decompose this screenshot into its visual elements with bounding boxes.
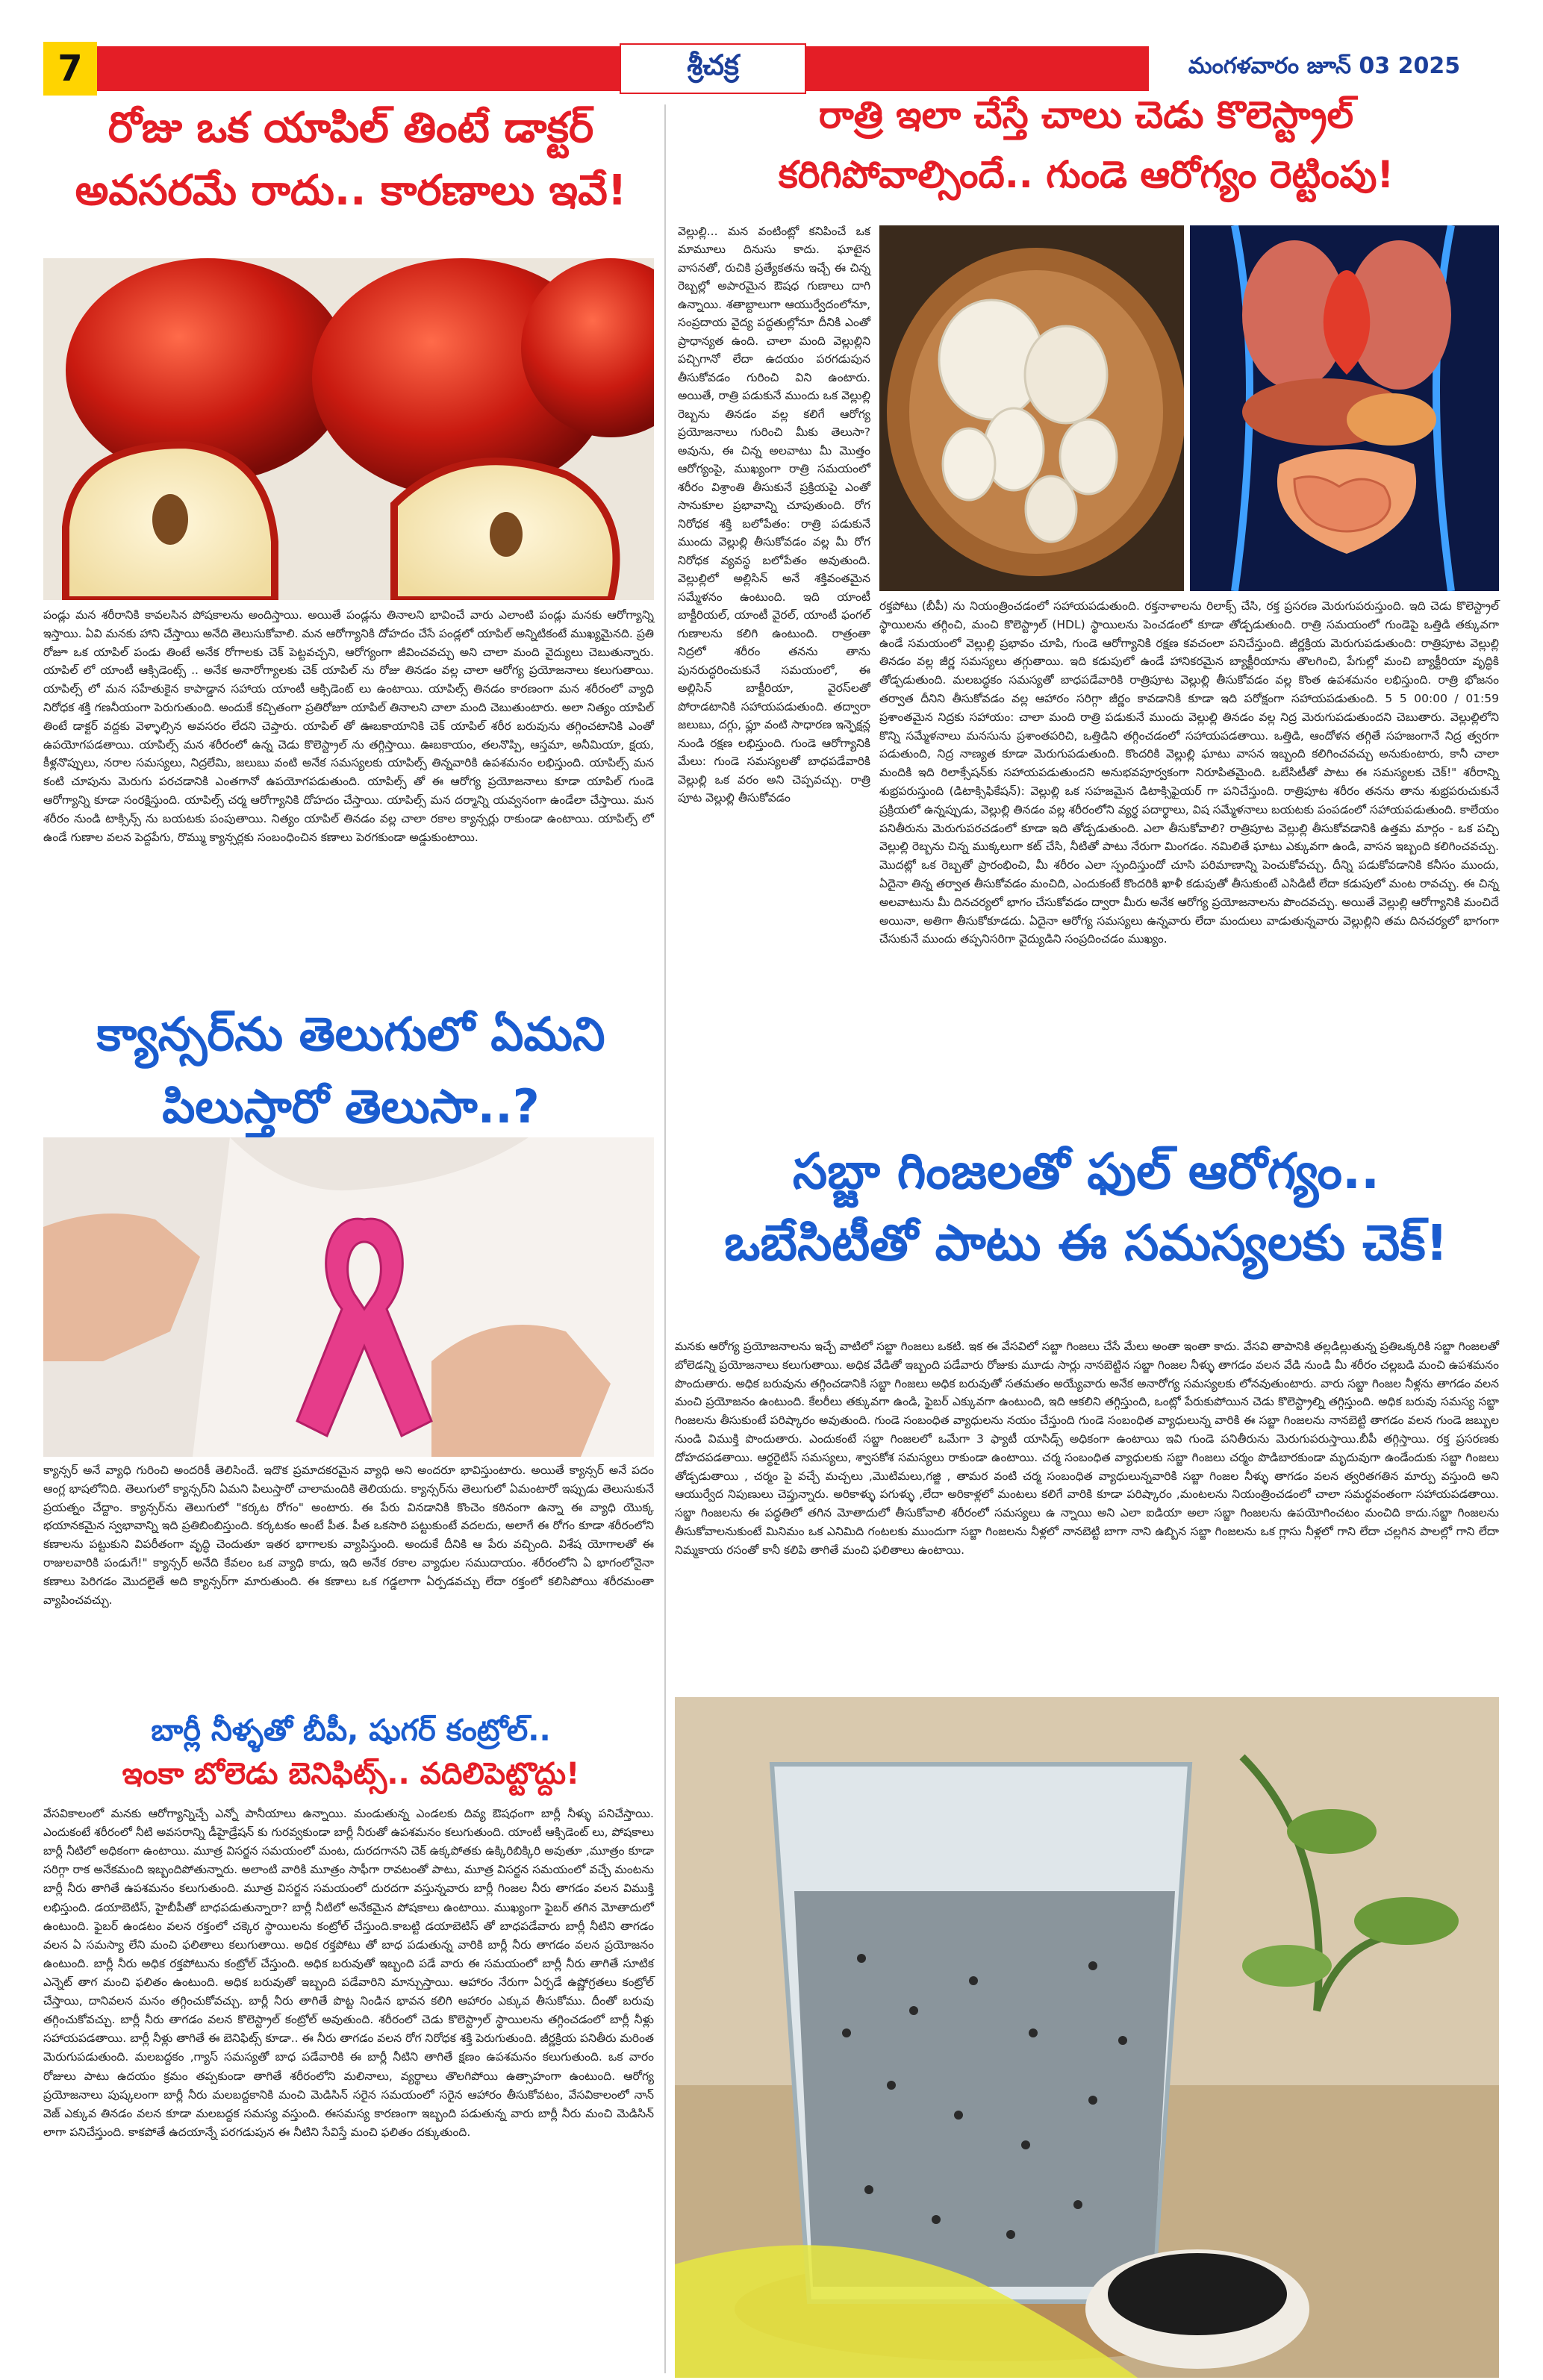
barley-headline-line2: ఇంకా బోలెడు బెనిఫిట్స్.. వదిలిపెట్టొద్దు! bbox=[122, 1757, 580, 1791]
garlic-body-col1: వెల్లుల్లి... మన వంటింట్లో కనిపించే ఒక మామూలు దినుసు కాదు. ఘాటైన వాసనతో, రుచికి ప్రత్యేకతను ఇచ్చే ఈ చిన్న రెబ్బల్లో అపారమైన ఔషధ గుణాలు దాగి ఉన్నాయి. శతాబ్దాలుగా ఆయుర్వేదంలోనూ, సంప్రదాయ వైద్య పద్ధతుల్లోనూ దీనికి ఎంతో ప్రాధాన్యత ఉంది. చాలా మంది వెల్లుల్లిని పచ్చిగానో లేదా ఉదయం పరగడుపున తీసుకోవడం గురించి విని ఉంటారు. అయితే, రాత్రి పడుకునే ముందు ఒక వెల్లుల్లి రెబ్బను తినడం వల్ల కలిగే ఆరోగ్య ప్రయోజనాలు గురించి మీకు తెలుసా? అవును, ఈ చిన్న అలవాటు మీ మొత్తం ఆరోగ్యంపై, ముఖ్యంగా రాత్రి సమయంలో శరీరం విశ్రాంతి తీసుకునే ప్రక్రియపై ఎంతో సానుకూల ప్రభావాన్ని చూపుతుంది. రోగ నిరోధక శక్తి బలోపేతం: రాత్రి పడుకునే ముందు వెల్లుల్లి తీసుకోవడం వల్ల మీ రోగ నిరోధక వ్యవస్థ బలోపేతం అవుతుంది. వెల్లుల్లిలో అల్లిసిన్ అనే శక్తివంతమైన సమ్మేళనం ఉంటుంది. ఇది యాంటీ బాక్టీరియల్, యాంటీ వైరల్, యాంటీ ఫంగల్ గుణాలను కలిగి ఉంటుంది. రాత్రంతా నిద్రలో శరీరం తనను తాను పునరుద్ధరించుకునే సమయంలో, ఈ అల్లిసిన్ బాక్టీరియా, వైరస్‌లతో పోరాడటానికి సహాయపడుతుంది. తద్వారా జలుబు, దగ్గు, ఫ్లూ వంటి సాధారణ ఇన్ఫెక్షన్ల నుండి రక్షణ లభిస్తుంది. గుండె ఆరోగ్యానికి మేలు: గుండె సమస్యలతో బాధపడేవారికి వెల్లుల్లి ఒక వరం అని చెప్పవచ్చు. రాత్రి పూట వెల్లుల్లి తీసుకోవడం bbox=[678, 225, 870, 805]
masthead-logo bbox=[620, 43, 806, 94]
cancer-headline bbox=[45, 1008, 657, 1134]
pink-ribbon-illustration bbox=[43, 1137, 654, 1457]
garlic-body-col2: రక్తపోటు (బీపీ) ను నియంత్రించడంలో సహాయపడుతుంది. రక్తనాళాలను రిలాక్స్ చేసి, రక్త ప్రసరణ మెరుగుపరుస్తుంది. ఇది చెడు కొలెస్ట్రాల్ స్థాయిలను తగ్గించి, మంచి కొలెస్ట్రాల్ (HDL) స్థాయిలను పెంచడంలో కూడా తోడ్పడుతుంది. రాత్రి సమయంలో గుండెపై ఒత్తిడి తక్కువగా ఉండే సమయంలో వెల్లుల్లి ప్రభావం చూపి, గుండె ఆరోగ్యానికి రక్షణ కవచంలా పనిచేస్తుంది. జీర్ణక్రియ మెరుగుపడుతుంది: రాత్రిపూట వెల్లుల్లి తినడం వల్ల జీర్ణ సమస్యలు తగ్గుతాయి. ఇది కడుపులో ఉండే హానికరమైన బ్యాక్టీరియాను తొలగించి, పేగుల్లో మంచి బ్యాక్టీరియా వృద్ధికి తోడ్పడుతుంది. మలబద్ధకం సమస్యతో బాధపడేవారికి రాత్రిపూట వెల్లుల్లి తీసుకోవడం వల్ల కొంత ఉపశమనం లభిస్తుంది. రాత్రి భోజనం తర్వాత దీనిని తీసుకోవడం వల్ల ఆహారం సరిగ్గా జీర్ణం కావడానికి కూడా ఇది పరోక్షంగా సహాయపడుతుంది. 5 5 00:00 / 01:59 ప్రశాంతమైన నిద్రకు సహాయం: చాలా మంది రాత్రి పడుకునే ముందు వెల్లుల్లి తినడం వల్ల నిద్ర మెరుగుపడుతుందని చెబుతారు. వెల్లుల్లిలోని కొన్ని సమ్మేళనాలు మనసును ప్రశాంతపరిచి, ఒత్తిడిని తగ్గించడంలో సహాయపడతాయి. ఒత్తిడి, ఆందోళన తగ్గితే సహజంగానే నిద్ర త్వరగా పడుతుంది, నిద్ర నాణ్యత కూడా మెరుగుపడుతుంది. కొందరికి వెల్లుల్లి ఘాటు వాసన ఇబ్బంది కలిగించవచ్చు అనుకుంటారు, కానీ చాలా మందికి ఇది రిలాక్సేషన్‌కు సహాయపడుతుందని అనుభవపూర్వకంగా నిరూపితమైంది. ఒబేసిటీతో పాటు ఈ సమస్యలకు చెక్!" శరీరాన్ని శుభ్రపరుస్తుంది (డిటాక్సిఫికేషన్): వెల్లుల్లి ఒక సహజమైన డిటాక్సిఫైయర్ గా పనిచేస్తుంది. రాత్రిపూట శరీరం తనను తాను శుభ్రపరుచుకునే ప్రక్రియలో ఉన్నప్పుడు, వెల్లుల్లి తినడం వల్ల శరీరంలోని వ్యర్థ పదార్థాలు, విష సమ్మేళనాలు బయటకు పంపడంలో సహాయపడుతుంది. కాలేయం పనితీరును మెరుగుపరచడంలో కూడా ఇది తోడ్పడుతుంది. ఎలా తీసుకోవాలి? రాత్రిపూట వెల్లుల్లి తీసుకోవడానికి ఉత్తమ మార్గం - ఒక పచ్చి వెల్లుల్లి రెబ్బను చిన్న ముక్కలుగా కట్ చేసి, నీటితో పాటు నేరుగా మింగడం. నమిలితే ఘాటు ఎక్కువగా ఉండి, వాసన ఇబ్బంది కలిగించవచ్చు. మొదట్లో ఒక రెబ్బతో ప్రారంభించి, మీ శరీరం ఎలా స్పందిస్తుందో చూసి పరిమాణాన్ని పెంచుకోవచ్చు. దీన్ని పడుకోవడానికి కనీసం ముందు, ఏదైనా తిన్న తర్వాత తీసుకోవడం మంచిది, ఎందుకంటే కొందరికి ఖాళీ కడుపుతో తీసుకుంటే ఎసిడిటీ లేదా కడుపులో మంట రావచ్చు. ఈ చిన్న అలవాటును మీ దినచర్యలో భాగం చేసుకోవడం ద్వారా మీరు అనేక ఆరోగ్య ప్రయోజనాలను పొందవచ్చు. అయితే వెల్లుల్లి ఆరోగ్యానికి మంచిదే అయినా, అతిగా తీసుకోకూడదు. ఏదైనా ఆరోగ్య సమస్యలు ఉన్నవారు లేదా మందులు వాడుతున్నవారు వెల్లుల్లిని తమ దినచర్యలో భాగంగా చేసుకునే ముందు తప్పనిసరిగా వైద్యుడిని సంప్రదించడం ముఖ్యం. bbox=[879, 599, 1499, 946]
cancer-headline-line2: పిలుస్తారో తెలుసా..? bbox=[162, 1079, 540, 1134]
apple-photo bbox=[43, 258, 654, 600]
dateline: మంగళవారం జూన్ 03 2025 bbox=[1149, 45, 1500, 93]
page-number: 7 bbox=[43, 42, 97, 96]
garlic-illustration bbox=[879, 225, 1184, 591]
apple-headline-line2: అవసరమే రాదు.. కారణాలు ఇవే! bbox=[75, 166, 627, 216]
barley-body: వేసవికాలంలో మనకు ఆరోగ్యాన్నిచ్చే ఎన్నో పానీయాలు ఉన్నాయి. మండుతున్న ఎండలకు దివ్య ఔషధంగా బార్లీ నీళ్ళు పనిచేస్తాయి. ఎందుకంటే శరీరంలో నీటి అవసరాన్ని డీహైడ్రేషన్ కు గురవ్వకుండా బార్లీ నీరుతో ఉపశమనం కలుగుతుంది. యాంటీ ఆక్సిడెంట్ లు, పోషకాలు బార్లీ నీటిలో అధికంగా ఉంటాయి. మూత్ర విసర్జన సమయంలో మంట, దురదగానని చెక్ ఉక్కపోతకు ఉక్కిరిబిక్కిరి అవుతూ ,మూత్రం కూడా సరిగ్గా రాక అనేకమంది ఇబ్బందిపోతున్నారు. అలాంటి వారికి మూత్రం సాఫీగా రావటంతో పాటు, మూత్ర విసర్జన సమయంలో వచ్చే మంటను బార్లీ నీరు తాగితే ఉపశమనం కలుగుతుంది. మూత్ర విసర్జన సమయంలో దురదగా వస్తున్నవారు బార్లీ గింజల నీరు తాగడం వలన విముక్తి లభిస్తుంది. డయాబెటిస్, హైబీపీతో బాధపడుతున్నారా? బార్లీ నీటిలో అనేకమైన పోషకాలు ఉంటాయి. ముఖ్యంగా ఫైబర్ తగిన మోతాదులో ఉంటుంది. ఫైబర్ ఉండటం వలన రక్తంలో చక్కెర స్థాయిలను కంట్రోల్ చేస్తుంది.కాబట్టి డయాబెటిస్ తో బాధపడేవారు బార్లీ నీటిని తాగడం వలన ఏ సమస్యా లేని మంచి ఫలితాలు కలుగుతాయి. అధిక రక్తపోటు తో బాధ పడుతున్న వారికి బార్లీ నీరు తాగడం వలన ప్రయోజనం ఉంటుంది. బార్లీ నీరు అధిక రక్తపోటును కంట్రోల్ చేస్తుంది. అధిక బరువుతో ఇబ్బంది పడే వారు ఈ సమయంలో బార్లీ నీరు తాగితే సూటిక ఎన్నెట్ తాగ మంచి ఫలితం ఉంటుంది. అధిక బరువుతో ఇబ్బంది పడేవారిని మాన్చుస్తాయి. ఆహారం నేరుగా ఏర్పడే ఉష్ణోగ్రతలు కంట్రోల్ చేస్తాయి, దానివలన మనం తగ్గించుకోవచ్చు. బార్లీ నీరు తాగితే పొట్ట నిండిన భావన కలిగి ఆహారం ఎక్కువ తీసుకోము. దీంతో బరువు తగ్గించుకోవచ్చు. బార్లీ నీరు తాగడం వలన కొలెస్ట్రాల్ కంట్రోల్ అవుతుంది. శరీరంలో చెడు కొలెస్ట్రాల్ స్థాయిలను తగ్గించడంలో బార్లీ నీళ్లు సహాయపడతాయి. బార్లీ నీళ్లు తాగితే ఈ బెనిఫిట్స్ కూడా.. ఈ నీరు తాగడం వలన రోగ నిరోధక శక్తి పెరుగుతుంది. జీర్ణక్రియ పనితీరు మరింత మెరుగుపడుతుంది. మలబద్దకం ,గ్యాస్ సమస్యతో బాధ పడేవారికి ఈ బార్లీ నీటిని తాగితే క్షణం ఉపశమనం కలుగుతుంది. ఒక వారం రోజులు పాటు ఉదయం క్రమం తప్పకుండా తాగితే శరీరంలోని మలినాలు, వ్యర్థాలు తొలగిపోయి ఉత్సాహంగా ఉంటుంది. ఆరోగ్య ప్రయోజనాలు పుష్కలంగా బార్లీ నీరు మలబద్దకానికి మంచి మెడిసిన్ సరైన సమయంలో సరైన ఆహారం తీసుకోవటం, వేసవికాలంలో నాన్ వెజ్ ఎక్కువ తినడం వలన కూడా మలబద్దక సమస్య వస్తుంది. ఈసమస్య కారణంగా ఇబ్బంది పడుతున్న వారు బార్లీ నీరు మంచి మెడిసిన్ లాగా పనిచేస్తుంది. కాకపోతే ఉదయాన్నే పరగడుపున ఈ నీటిని సేవిస్తే మంచి ఫలితం దక్కుతుంది. bbox=[43, 1807, 654, 2139]
cancer-headline-line1: క్యాన్సర్‌ను తెలుగులో ఏమని bbox=[96, 1007, 605, 1061]
sabja-headline-line1: సబ్జా గింజలతో ఫుల్ ఆరోగ్యం.. bbox=[792, 1143, 1380, 1200]
apple-body: పండ్లు మన శరీరానికి కావలసిన పోషకాలను అందిస్తాయి. అయితే పండ్లను తినాలని భావించే వారు ఎలాంటి పండ్లు మనకు ఆరోగ్యాన్ని ఇస్తాయి. ఏవి మనకు హాని చేస్తాయి అనేది తెలుసుకోవాలి. మన ఆరోగ్యానికి దోహదం చేసే పండ్లలో యాపిల్ అన్నిటికంటే ముఖ్యమైనది. ప్రతి రోజూ ఒక యాపిల్ పండు తింటే అనేక రోగాలకు చెక్ పెట్టవచ్చని, ఆరోగ్యంగా జీవించవచ్చు అని చాలా మంది వైద్యులు చెబుతున్నారు. యాపిల్ లో యాంటీ ఆక్సిడెంట్స్ .. అనేక అనారోగ్యాలకు చెక్ యాపిల్ ను రోజు తినడం వల్ల చాలా ఆరోగ్య ప్రయోజనాలు కలుగుతాయి. యాపిల్స్ లో మన సహేతుకైన కాపాడ్డాన సహాయ యాంటీ ఆక్సిడెంట్ లు ఉంటాయి. యాపిల్స్ తినడం కారణంగా మన శరీరంలో వ్యాధి నిరోధక శక్తి గణనీయంగా పెరుగుతుంది. అందుకే కచ్చితంగా ప్రతిరోజూ యాపిల్ తినాలని చాలా మంది చెబుతుంటారు. అలా నిత్యం యాపిల్ తింటే డాక్టర్ వద్దకు వెళ్ళాల్సిన అవసరం లేదని చెప్తారు. యాపిల్ తో ఊబకాయానికి చెక్ యాపిల్ శరీర బరువును తగ్గించటానికి ఎంతో ఉపయోగపడతాయి. యాపిల్స్ మన శరీరంలో ఉన్న చెడు కొలెస్ట్రాల్ ను తగ్గిస్తాయి. ఊబకాయం, తలనొప్పి, ఆస్తమా, అనీమియా, క్షయ, కీళ్లనొప్పులు, నరాల సమస్యలు, నిద్రలేమి, జలుబు వంటి అనేక సమస్యలకు యాపిల్స్ తిన్నవారికి ఉపశమనం లభిస్తుంది. యాపిల్స్ మన కంటి చూపును మెరుగు పరచడానికి ఎంతగానో ఉపయోగపడుతుంది. యాపిల్స్ తో ఈ ఆరోగ్య ప్రయోజనాలు కూడా యాపిల్ గుండె ఆరోగ్యాన్ని కూడా సంరక్షిస్తుంది. యాపిల్స్ చర్మ ఆరోగ్యానికి దోహదం చేస్తాయి. యాపిల్స్ మన దర్మాన్ని యవ్వనంగా ఉండేలా చేస్తాయి. మన శరీరం నుండి టాక్సిన్స్ ను బయటకు పంపుతాయి. నిత్యం యాపిల్ తినడం వల్ల చాలా రకాల క్యాన్సర్లు రాకుండా ఉంటాయి. యాపిల్స్ లో ఉండే గుణాల వలన పెద్దపేగు, రొమ్ము క్యాన్సర్లకు సంబంధించిన కణాలు పెరగకుండా అడ్డుకుంటాయి. bbox=[43, 608, 654, 844]
masthead-text: శ్రీచక్ర bbox=[687, 49, 739, 81]
column-divider bbox=[664, 104, 666, 2373]
apple-headline-line1: రోజు ఒక యాపిల్ తింటే డాక్టర్ bbox=[107, 104, 594, 152]
anatomy-photo bbox=[1190, 225, 1499, 591]
apple-illustration bbox=[43, 258, 654, 600]
garlic-headline bbox=[672, 94, 1500, 196]
sabja-photo bbox=[675, 1697, 1499, 2378]
sabja-headline bbox=[672, 1143, 1500, 1272]
organs-illustration bbox=[1190, 225, 1499, 591]
barley-headline bbox=[45, 1714, 657, 1791]
sabja-glass-illustration bbox=[675, 1697, 1499, 2378]
garlic-headline-line2: కరిగిపోవాల్సిందే.. గుండె ఆరోగ్యం రెట్టింపు! bbox=[778, 152, 1394, 196]
cancer-body: క్యాన్సర్ అనే వ్యాధి గురించి అందరికీ తెలిసిందే. ఇదొక ప్రమాదకరమైన వ్యాధి అని అందరూ భావిస్తుంటారు. అయితే క్యాన్సర్ అనే పదం ఆంగ్ల భాషలోనిది. తెలుగులో క్యాన్సర్‌ని ఏమని పిలుస్తారో చాలామందికి తెలియదు. క్యాన్సర్‌ను తెలుగులో ఏమంటారో ఇప్పుడు తెలుసుకునే ప్రయత్నం చేద్దాం. క్యాన్సర్‌ను తెలుగులో "కర్కట రోగం" అంటారు. ఈ పేరు వినడానికి కొంచెం కఠినంగా ఉన్నా ఈ వ్యాధి యొక్క భయానకమైన స్వభావాన్ని ఇది ప్రతిబింబిస్తుంది. కర్కటకం అంటే పీత. పీత ఒకసారి పట్టుకుంటే వదలదు, అలాగే ఈ రోగం కూడా శరీరంలోని కణాలను పట్టుకుని విపరీతంగా వృద్ధి చెందుతూ ఇతర భాగాలకు వ్యాపిస్తుంది. అందుకే దీనికి ఆ పేరు వచ్చింది. విశేష యోగాలతో ఈ రాజులవారికి పండుగే!" క్యాన్సర్ అనేది కేవలం ఒక వ్యాధి కాదు, ఇది అనేక రకాల వ్యాధుల సముదాయం. శరీరంలోని ఏ భాగంలోనైనా కణాలు పెరిగడం మొదలైతే అది క్యాన్సర్‌గా మారుతుంది. ఈ కణాలు ఒక గడ్డలాగా ఏర్పడవచ్చు లేదా రక్తంలో కలిసిపోయి శరీరమంతా వ్యాపించవచ్చు. bbox=[43, 1464, 654, 1607]
sabja-body: మనకు ఆరోగ్య ప్రయోజనాలను ఇచ్చే వాటిలో సబ్జా గింజలు ఒకటి. ఇక ఈ వేసవిలో సబ్జా గింజలు చేసే మేలు అంతా ఇంతా కాదు. వేసవి తాపానికి తల్లడిల్లుతున్న ప్రతిఒక్కరికి సబ్జా గింజలతో బోలెడన్ని ప్రయోజనాలు కలుగుతాయి. అధిక వేడితో ఇబ్బంది పడేవారు రోజుకు మూడు సార్లు నానబెట్టిన సబ్జా గింజల నీళ్ళు తాగడం వలన వేడి నుండి మీ శరీరం చల్లబడి మంచి ఉపశమనం పొందుతారు. అధిక బరువును తగ్గించడానికి సబ్జా గింజలు అధిక బరువుతో సతమతం అయ్యేవారు అనేక అనారోగ్య సమస్యలకు లోనవుతుంటారు. వారు సబ్జా గింజల నీళ్లను తాగడం వలన మంచి ప్రయోజనం ఉంటుంది. కేలరీలు తక్కువగా ఉండి, ఫైబర్ ఎక్కువగా ఉంటుంది, ఇది ఆకలిని తగ్గిస్తుంది, ఒంట్లో పేరుకుపోయిన చెడు కొలెస్ట్రాల్ని తగ్గిస్తుంది. అధిక బరువు సమస్య సబ్జా గింజలను తీసుకుంటే పరిష్కారం అవుతుంది. గుండె సంబంధిత వ్యాధులను నయం చేస్తుంది గుండె సంబంధిత వ్యాధులున్న వారికి ఈ సబ్జా గింజలను నానబెట్టి తాగడం వలన గుండె జబ్బుల నుండి విముక్తి పొందుతారు. ఎందుకంటే సబ్జా గింజలలో ఒమేగా 3 ఫ్యాటీ యాసిడ్స్ అధికంగా ఉంటాయి ఇవి గుండె పనితీరును మెరుగుపరుస్తాయి.బీపీ తగ్గిస్తాయి. రక్త ప్రసరణకు దోహదపడతాయి. ఆర్థరైటిస్ సమస్యలు, శ్వాసకోశ సమస్యలు రాకుండా ఉంటాయి. చర్మ సంబంధిత వ్యాధులకు సబ్జా గింజలు చర్మం పొడిబారకుండా మృదువుగా ఉండేందుకు సబ్జా గింజలు తోడ్పడుతాయి , చర్మం పై వచ్చే మచ్చలు ,మొటిమలు,గజ్జి , తామర వంటి చర్మ సంబంధిత వ్యాధులున్నవారికి సబ్జా గింజల నీళ్ళు తాగడం వలన త్వరితగతిన మార్పు వస్తుంది అని ఆయుర్వేద నిపుణులు చెప్తున్నారు. అరికాళ్ళు పగుళ్ళు ,లేదా అరికాళ్లలో మంటలు కలిగే వారికి కూడా పరిష్కారం ,మంటలను నియంత్రించడంలో చాలా సమర్థవంతంగా సహాయపడతాయి. సబ్జా గింజలను ఈ పద్ధతిలో తగిన మోతాదులో తీసుకోవాలి శరీరంలో సమస్యలు ఉ న్నాయి అని ఎలా ఐడియా అలా సబ్జా గింజలను ఉపయోగించటం మంచిది కాదు.సబ్జా గింజలను తీసుకోవాలనుకుంటే మినిమం ఒక ఎనిమిది గంటలకు ముందుగా సబ్జా గింజలను నీళ్లలో నానబెట్టి బాగా నాని ఉబ్బిన సబ్జా గింజలను ఒక గ్లాసు నీళ్లలో గాని లేదా చల్లగిన పాలల్లో గాని లేదా నిమ్మకాయ రసంతో కానీ కలిపి తాగితే మంచి ఫలితాలు ఉంటాయి. bbox=[675, 1340, 1499, 1557]
cancer-ribbon-photo bbox=[43, 1137, 654, 1457]
apple-headline bbox=[45, 104, 657, 216]
garlic-headline-line1: రాత్రి ఇలా చేస్తే చాలు చెడు కొలెస్ట్రాల్ bbox=[818, 93, 1354, 137]
garlic-photo bbox=[879, 225, 1184, 591]
barley-headline-line1: బార్లీ నీళ్ళతో బీపీ, షుగర్ కంట్రోల్.. bbox=[151, 1714, 551, 1748]
sabja-headline-line2: ఒబేసిటీతో పాటు ఈ సమస్యలకు చెక్! bbox=[724, 1214, 1448, 1272]
